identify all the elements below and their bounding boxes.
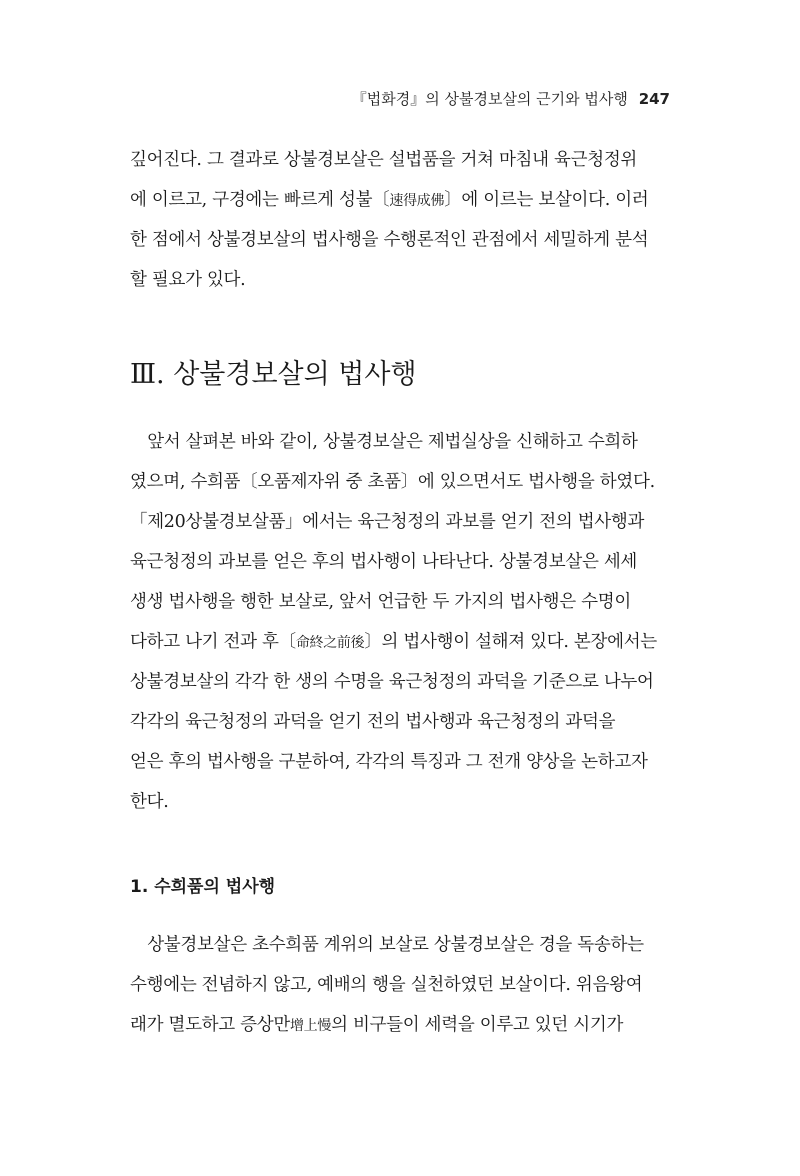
text-line: 육근청정의 과보를 얻은 후의 법사행이 나타난다. 상불경보살은 세세 bbox=[130, 552, 638, 572]
text-line: 깊어진다. 그 결과로 상불경보살은 설법품을 거쳐 마침내 육근청정위 bbox=[130, 150, 638, 170]
text-line: 한다. bbox=[130, 792, 169, 812]
text-line: 였으며, 수희품〔오품제자위 중 초품〕에 있으면서도 법사행을 하였다. bbox=[130, 472, 655, 492]
text-line: 할 필요가 있다. bbox=[130, 270, 246, 290]
text-line bbox=[130, 1005, 675, 1045]
text-line: 각각의 육근청정의 과덕을 얻기 전의 법사행과 육근청정의 과덕을 bbox=[130, 712, 616, 732]
hanja-gloss: 命終之前後 bbox=[295, 635, 365, 651]
text-line: 상불경보살의 각각 한 생의 수명을 육근청정의 과덕을 기준으로 나누어 bbox=[130, 672, 654, 692]
text-line: 앞서 살펴본 바와 같이, 상불경보살은 제법실상을 신해하고 수희하 bbox=[130, 432, 638, 452]
text-segment: 다하고 나기 전과 후〔 bbox=[130, 632, 296, 652]
running-header bbox=[352, 88, 670, 109]
text-segment: 〕에 이르는 보살이다. 이러 bbox=[444, 190, 649, 210]
text-line: 수행에는 전념하지 않고, 예배의 행을 실천하였던 보살이다. 위음왕여 bbox=[130, 975, 643, 995]
text-line: 상불경보살은 초수희품 계위의 보살로 상불경보살은 경을 독송하는 bbox=[130, 935, 644, 955]
intro-paragraph bbox=[130, 140, 675, 300]
section-heading: Ⅲ. 상불경보살의 법사행 bbox=[130, 359, 417, 390]
text-line bbox=[130, 622, 675, 662]
page-number: 247 bbox=[638, 90, 670, 108]
text-segment: 에 이르고, 구경에는 빠르게 성불〔 bbox=[130, 190, 390, 210]
subsection-paragraph bbox=[130, 925, 675, 1045]
subsection-heading: 1. 수희품의 법사행 bbox=[130, 877, 276, 897]
text-line: 얻은 후의 법사행을 구분하여, 각각의 특징과 그 전개 양상을 논하고자 bbox=[130, 752, 648, 772]
text-segment: 래가 멸도하고 증상만 bbox=[130, 1015, 290, 1035]
section-paragraph bbox=[130, 422, 675, 822]
text-line bbox=[130, 180, 675, 220]
text-line: 한 점에서 상불경보살의 법사행을 수행론적인 관점에서 세밀하게 분석 bbox=[130, 230, 649, 250]
text-segment: 〕의 법사행이 설해져 있다. 본장에서는 bbox=[364, 632, 657, 652]
hanja-gloss: 增上慢 bbox=[289, 1018, 332, 1034]
text-segment: 의 비구들이 세력을 이루고 있던 시기가 bbox=[331, 1015, 624, 1035]
hanja-gloss: 速得成佛 bbox=[389, 193, 445, 209]
running-header-title: 『법화경』의 상불경보살의 근기와 법사행 bbox=[351, 90, 628, 108]
text-line: 「제20상불경보살품」에서는 육근청정의 과보를 얻기 전의 법사행과 bbox=[130, 512, 645, 532]
text-line: 생생 법사행을 행한 보살로, 앞서 언급한 두 가지의 법사행은 수명이 bbox=[130, 592, 631, 612]
